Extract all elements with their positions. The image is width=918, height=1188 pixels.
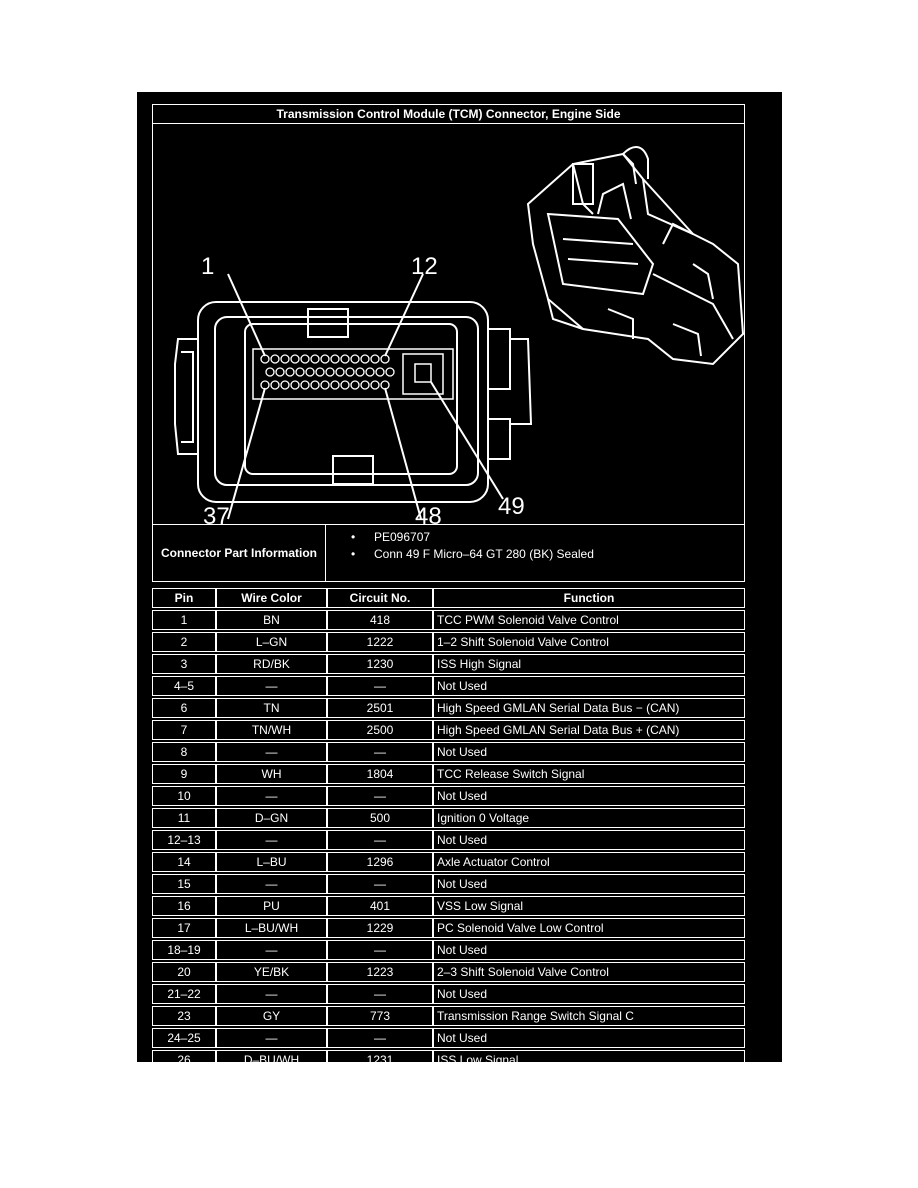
cell-function: Not Used xyxy=(433,984,745,1004)
header-wire-color: Wire Color xyxy=(216,588,327,608)
cell-function: Transmission Range Switch Signal C xyxy=(433,1006,745,1026)
pin-label-1: 1 xyxy=(201,253,215,280)
cell-pin: 14 xyxy=(152,852,216,872)
cell-function: High Speed GMLAN Serial Data Bus − (CAN) xyxy=(433,698,745,718)
cell-pin: 15 xyxy=(152,874,216,894)
cell-pin: 18–19 xyxy=(152,940,216,960)
cell-function: Not Used xyxy=(433,786,745,806)
table-row xyxy=(152,698,745,718)
table-row xyxy=(152,940,745,960)
cell-circuit-no: 500 xyxy=(327,808,433,828)
cell-wire-color: D–BU/WH xyxy=(216,1050,327,1070)
cell-pin: 6 xyxy=(152,698,216,718)
cell-function: Class 2 Serial Data xyxy=(433,1072,745,1092)
cell-wire-color: — xyxy=(216,676,327,696)
cell-circuit-no: 418 xyxy=(327,610,433,630)
cell-pin: 7 xyxy=(152,720,216,740)
header-function: Function xyxy=(433,588,745,608)
table-row xyxy=(152,830,745,850)
table-header-row xyxy=(152,588,745,608)
pinout-table xyxy=(152,586,745,1094)
cell-function: Not Used xyxy=(433,1028,745,1048)
pin-label-48: 48 xyxy=(415,503,442,524)
cell-wire-color: YE xyxy=(216,1072,327,1092)
cell-circuit-no: 1231 xyxy=(327,1050,433,1070)
cell-pin: 3 xyxy=(152,654,216,674)
cell-circuit-no: — xyxy=(327,874,433,894)
cell-wire-color: — xyxy=(216,786,327,806)
table-row xyxy=(152,962,745,982)
cell-circuit-no: 1222 xyxy=(327,632,433,652)
page-title: Transmission Control Module (TCM) Connector, Engine Side xyxy=(152,104,745,124)
table-row xyxy=(152,1006,745,1026)
table-row xyxy=(152,632,745,652)
cell-wire-color: — xyxy=(216,874,327,894)
cell-function: Not Used xyxy=(433,742,745,762)
cell-circuit-no: 1296 xyxy=(327,852,433,872)
cell-wire-color: D–GN xyxy=(216,808,327,828)
cell-circuit-no: — xyxy=(327,742,433,762)
cell-circuit-no: 1230 xyxy=(327,654,433,674)
cell-circuit-no: 773 xyxy=(327,1006,433,1026)
cell-circuit-no: 401 xyxy=(327,896,433,916)
cell-function: High Speed GMLAN Serial Data Bus + (CAN) xyxy=(433,720,745,740)
table-row xyxy=(152,1072,745,1092)
table-row xyxy=(152,654,745,674)
cell-function: Not Used xyxy=(433,940,745,960)
cell-function: Ignition 0 Voltage xyxy=(433,808,745,828)
document-frame xyxy=(137,92,782,1089)
cell-pin: 17 xyxy=(152,918,216,938)
table-row xyxy=(152,852,745,872)
cell-pin: 4–5 xyxy=(152,676,216,696)
cell-wire-color: — xyxy=(216,1028,327,1048)
cell-pin: 11 xyxy=(152,808,216,828)
table-row xyxy=(152,896,745,916)
table-row xyxy=(152,984,745,1004)
cell-wire-color: GY xyxy=(216,1006,327,1026)
pin-label-49: 49 xyxy=(498,493,525,520)
cell-function: TCC Release Switch Signal xyxy=(433,764,745,784)
cell-circuit-no: 1223 xyxy=(327,962,433,982)
pin-label-12: 12 xyxy=(411,253,438,280)
cell-function: VSS Low Signal xyxy=(433,896,745,916)
cell-pin: 26 xyxy=(152,1050,216,1070)
cell-circuit-no: 2501 xyxy=(327,698,433,718)
cell-pin: 24–25 xyxy=(152,1028,216,1048)
table-row xyxy=(152,764,745,784)
cell-pin: 2 xyxy=(152,632,216,652)
connector-illustration xyxy=(152,124,745,525)
header-circuit-no: Circuit No. xyxy=(327,588,433,608)
cell-pin: 10 xyxy=(152,786,216,806)
cell-circuit-no: — xyxy=(327,1028,433,1048)
cell-circuit-no: — xyxy=(327,676,433,696)
cell-circuit-no: — xyxy=(327,786,433,806)
cell-function: ISS Low Signal xyxy=(433,1050,745,1070)
cell-wire-color: L–GN xyxy=(216,632,327,652)
cell-wire-color: — xyxy=(216,742,327,762)
cell-wire-color: — xyxy=(216,940,327,960)
table-row xyxy=(152,918,745,938)
cell-pin: 23 xyxy=(152,1006,216,1026)
cell-wire-color: TN/WH xyxy=(216,720,327,740)
table-row xyxy=(152,1050,745,1070)
connector-front-view xyxy=(175,274,531,519)
connector-info-item: • PE096707 xyxy=(326,529,744,546)
cell-circuit-no: 1804 xyxy=(327,764,433,784)
table-row xyxy=(152,1028,745,1048)
cell-wire-color: PU xyxy=(216,896,327,916)
cell-function: ISS High Signal xyxy=(433,654,745,674)
cell-function: Not Used xyxy=(433,676,745,696)
cell-circuit-no: 1229 xyxy=(327,918,433,938)
table-row xyxy=(152,808,745,828)
cell-pin: 20 xyxy=(152,962,216,982)
connector-info-label: Connector Part Information xyxy=(153,525,326,581)
pin-label-37: 37 xyxy=(203,503,230,524)
cell-pin: 21–22 xyxy=(152,984,216,1004)
cell-wire-color: — xyxy=(216,830,327,850)
header-pin: Pin xyxy=(152,588,216,608)
cell-pin: 8 xyxy=(152,742,216,762)
cell-pin: 12–13 xyxy=(152,830,216,850)
pinout-rows xyxy=(152,610,745,1092)
cell-function: Not Used xyxy=(433,874,745,894)
cell-circuit-no: — xyxy=(327,984,433,1004)
table-row xyxy=(152,874,745,894)
cell-function: TCC PWM Solenoid Valve Control xyxy=(433,610,745,630)
cell-function: PC Solenoid Valve Low Control xyxy=(433,918,745,938)
connector-info-item: • Conn 49 F Micro–64 GT 280 (BK) Sealed xyxy=(326,546,744,563)
connector-drawing xyxy=(153,124,746,524)
cell-circuit-no: — xyxy=(327,830,433,850)
cell-wire-color: WH xyxy=(216,764,327,784)
cell-wire-color: L–BU xyxy=(216,852,327,872)
table-row xyxy=(152,742,745,762)
cell-function: 2–3 Shift Solenoid Valve Control xyxy=(433,962,745,982)
cell-circuit-no: — xyxy=(327,940,433,960)
cell-function: Not Used xyxy=(433,830,745,850)
cell-circuit-no: 2470 xyxy=(327,1072,433,1092)
cell-pin: 27 xyxy=(152,1072,216,1092)
cell-wire-color: YE/BK xyxy=(216,962,327,982)
cell-pin: 9 xyxy=(152,764,216,784)
cell-wire-color: TN xyxy=(216,698,327,718)
connector-info-list xyxy=(326,525,744,581)
cell-wire-color: L–BU/WH xyxy=(216,918,327,938)
table-row xyxy=(152,610,745,630)
cell-wire-color: BN xyxy=(216,610,327,630)
connector-sheet xyxy=(152,104,745,1094)
connector-part-information xyxy=(152,525,745,582)
table-row xyxy=(152,720,745,740)
cell-pin: 16 xyxy=(152,896,216,916)
connector-3d-view xyxy=(528,147,743,364)
cell-function: 1–2 Shift Solenoid Valve Control xyxy=(433,632,745,652)
cell-circuit-no: 2500 xyxy=(327,720,433,740)
table-row xyxy=(152,786,745,806)
cell-wire-color: — xyxy=(216,984,327,1004)
cell-function: Axle Actuator Control xyxy=(433,852,745,872)
cell-pin: 1 xyxy=(152,610,216,630)
cell-wire-color: RD/BK xyxy=(216,654,327,674)
table-row xyxy=(152,676,745,696)
